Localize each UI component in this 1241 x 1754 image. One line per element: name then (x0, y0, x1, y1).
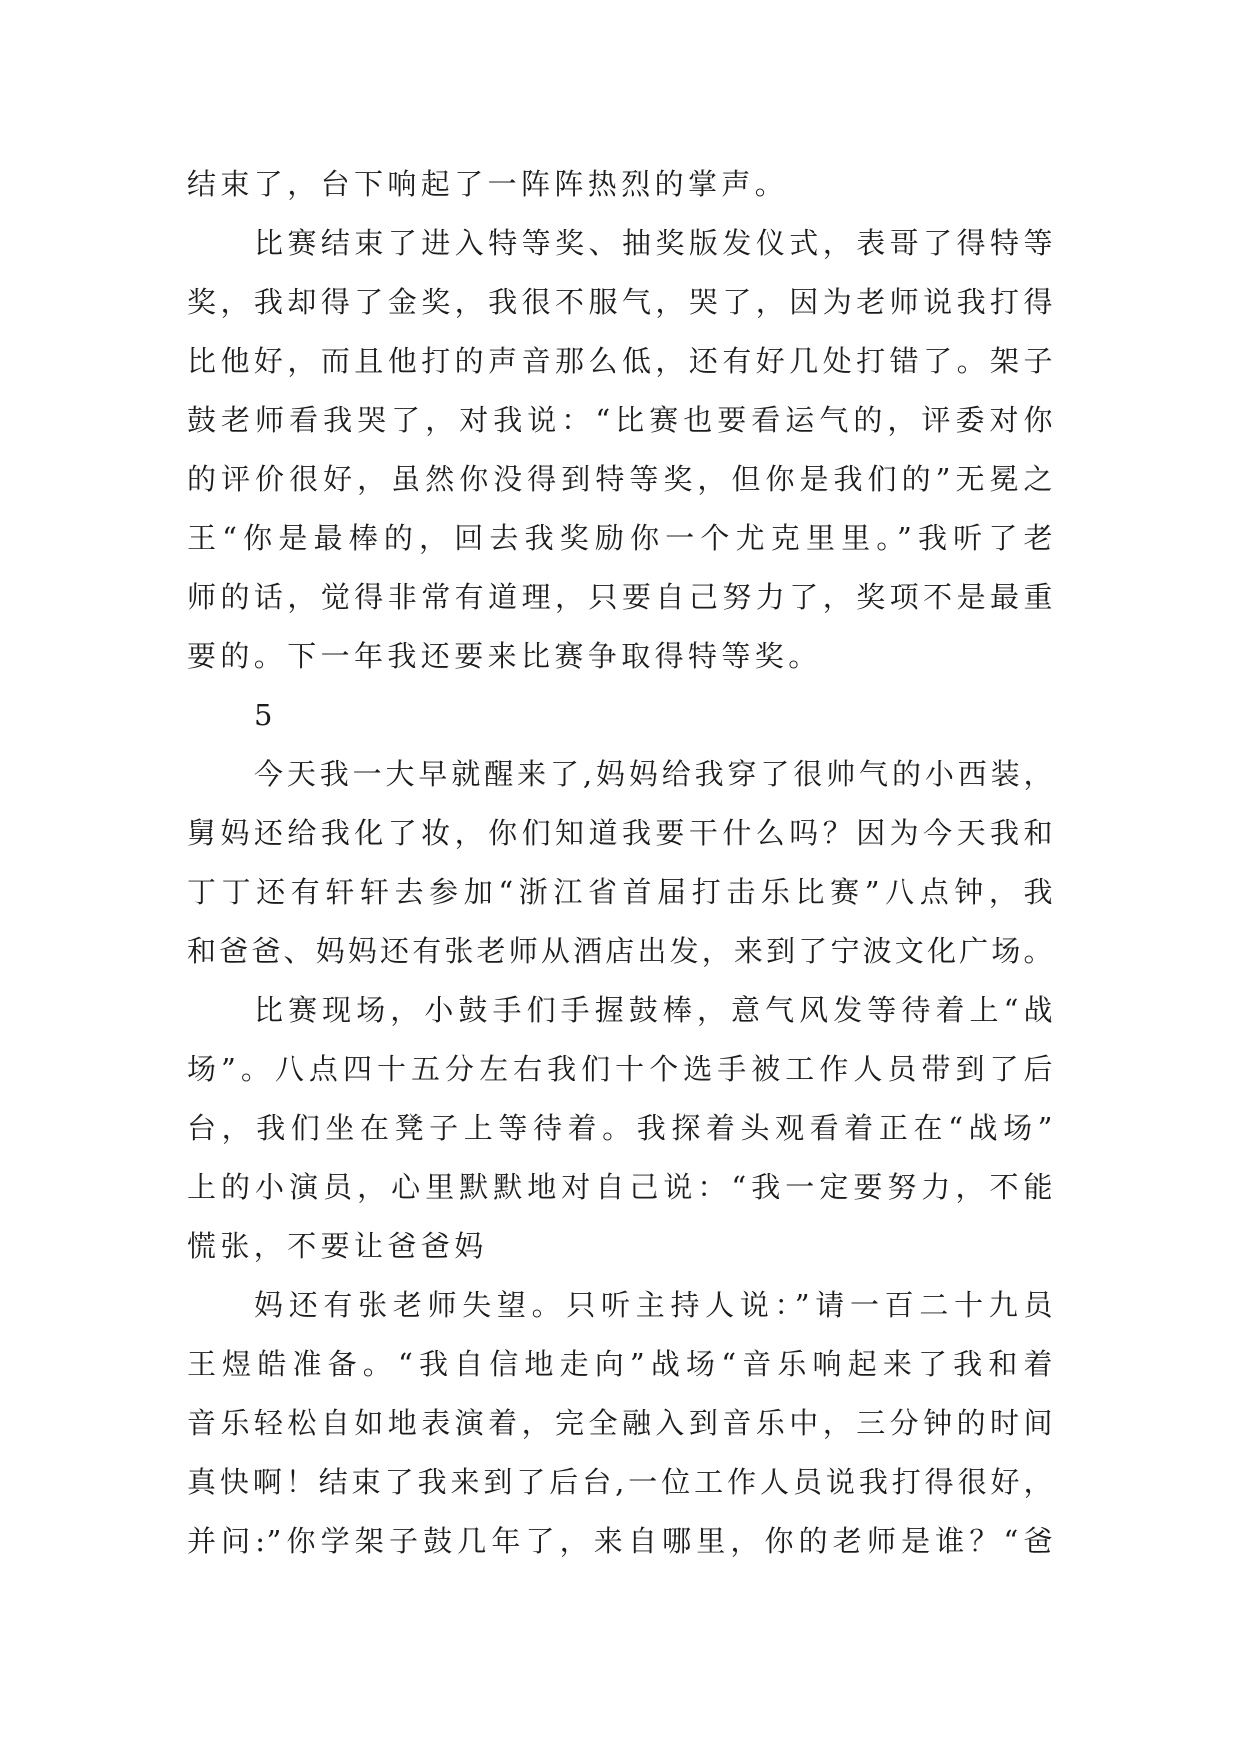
paragraph (187, 1276, 1054, 1571)
text-line: 比他好，而且他打的声音那么低，还有好几处打错了。架子 (187, 344, 1054, 378)
text-line: 结束了，台下响起了一阵阵热烈的掌声。 (187, 167, 789, 201)
text-line: 场”。八点四十五分左右我们十个选手被工作人员带到了后 (187, 1052, 1054, 1086)
text-line: 妈还有张老师失望。只听主持人说：”请一百二十九员 (254, 1288, 1054, 1322)
text-line: 师的话，觉得非常有道理，只要自己努力了，奖项不是最重 (187, 580, 1054, 614)
text-line: 王“你是最棒的，回去我奖励你一个尤克里里。”我听了老 (187, 521, 1054, 555)
text-line: 并问:”你学架子鼓几年了，来自哪里，你的老师是谁？“爸 (187, 1524, 1054, 1558)
text-line: 王煜皓准备。“我自信地走向”战场“音乐响起来了我和着 (187, 1347, 1054, 1381)
paragraph (187, 981, 1054, 1276)
text-line: 上的小演员，心里默默地对自己说：“我一定要努力，不能 (187, 1170, 1054, 1204)
text-line: 和爸爸、妈妈还有张老师从酒店出发，来到了宁波文化广场。 (187, 934, 1054, 968)
text-line: 真快啊！结束了我来到了后台,一位工作人员说我打得很好， (187, 1465, 1054, 1499)
paragraph (187, 155, 1054, 214)
text-line: 丁丁还有轩轩去参加“浙江省首届打击乐比赛”八点钟，我 (187, 875, 1054, 909)
section-number-text: 5 (254, 698, 273, 732)
text-line: 音乐轻松自如地表演着，完全融入到音乐中，三分钟的时间 (187, 1406, 1054, 1440)
paragraph (187, 745, 1054, 981)
text-line: 今天我一大早就醒来了,妈妈给我穿了很帅气的小西装， (254, 757, 1054, 791)
paragraph (187, 214, 1054, 686)
text-line: 奖，我却得了金奖，我很不服气，哭了，因为老师说我打得 (187, 285, 1054, 319)
text-line: 舅妈还给我化了妆，你们知道我要干什么吗？因为今天我和 (187, 816, 1054, 850)
text-line: 台，我们坐在凳子上等待着。我探着头观看着正在“战场” (187, 1111, 1054, 1145)
text-line: 要的。下一年我还要来比赛争取得特等奖。 (187, 639, 822, 673)
document-page (187, 155, 1054, 1571)
section-number (187, 686, 1054, 745)
text-line: 慌张，不要让爸爸妈 (187, 1229, 488, 1263)
text-line: 比赛现场，小鼓手们手握鼓棒，意气风发等待着上“战 (254, 993, 1054, 1027)
text-line: 鼓老师看我哭了，对我说：“比赛也要看运气的，评委对你 (187, 403, 1054, 437)
text-line: 比赛结束了进入特等奖、抽奖版发仪式，表哥了得特等 (254, 226, 1054, 260)
text-line: 的评价很好，虽然你没得到特等奖，但你是我们的”无冕之 (187, 462, 1054, 496)
